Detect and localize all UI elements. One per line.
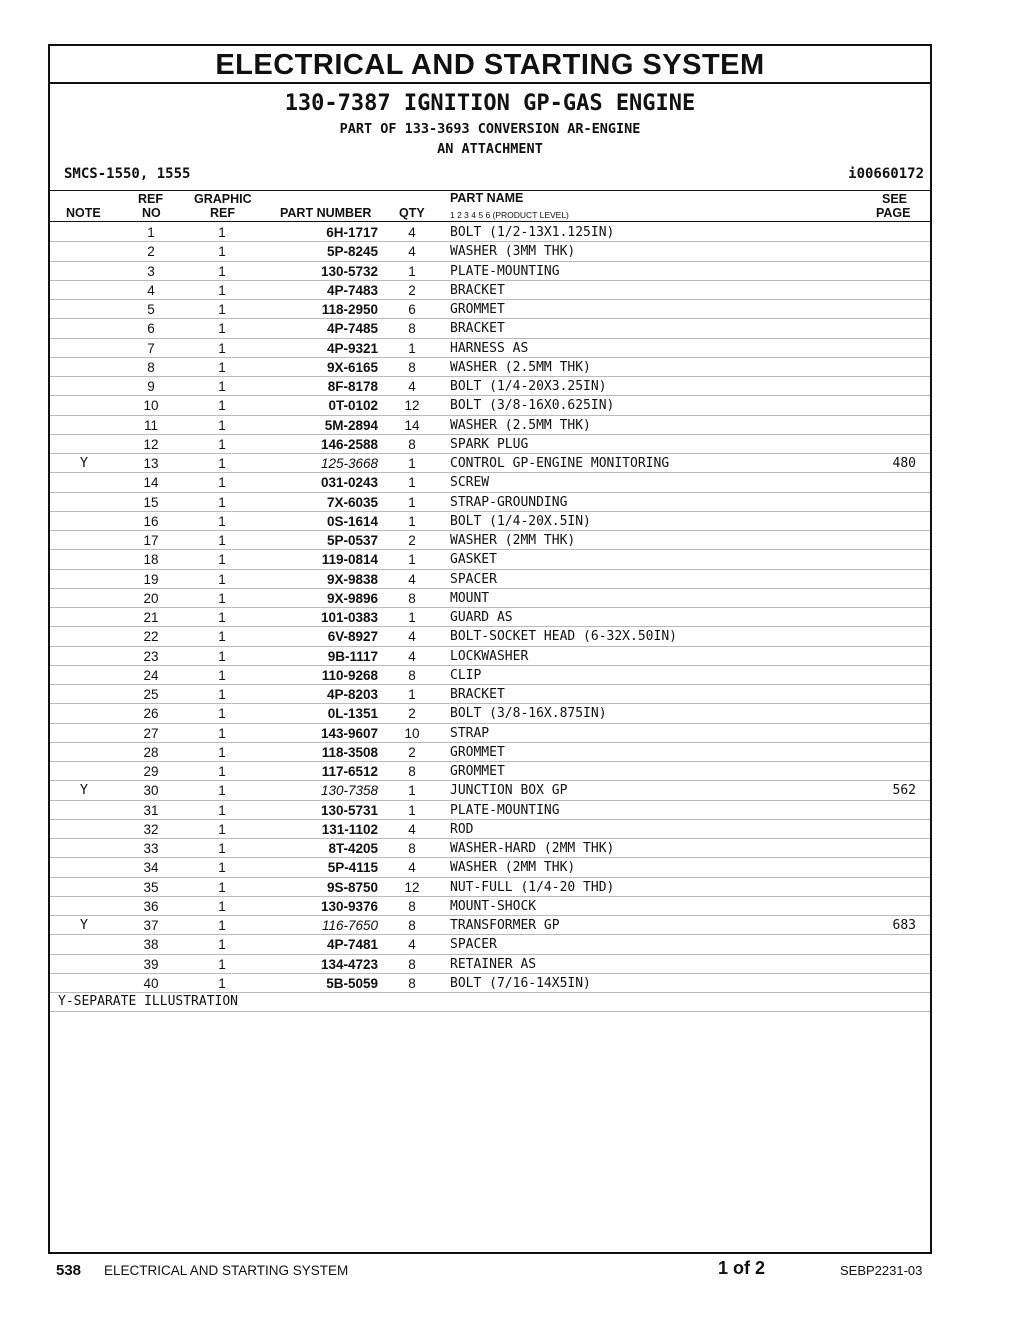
ref-no-cell: 22 — [143, 629, 159, 645]
table-row — [50, 223, 930, 242]
part-name-cell: BOLT (1/4-20X.5IN) — [450, 513, 591, 529]
part-name-cell: MOUNT-SHOCK — [450, 898, 537, 914]
header-see-bottom: PAGE — [876, 206, 911, 220]
graphic-ref-cell: 1 — [218, 610, 226, 625]
graphic-ref-cell: 1 — [218, 302, 226, 317]
part-number-cell: 5M-2894 — [324, 417, 378, 433]
header-ref-bottom: NO — [142, 206, 161, 220]
graphic-ref-cell: 1 — [218, 956, 226, 972]
qty-cell: 12 — [404, 398, 420, 414]
ref-no-cell: 10 — [143, 398, 159, 414]
part-name-cell: LOCKWASHER — [450, 648, 529, 664]
ref-no-cell: 33 — [143, 841, 159, 856]
qty-cell: 4 — [408, 937, 416, 953]
graphic-ref-cell: 1 — [218, 860, 226, 876]
part-number-cell: 7X-6035 — [326, 494, 378, 510]
table-row — [50, 762, 930, 781]
table-row — [50, 242, 930, 261]
part-number-cell: 130-7358 — [320, 783, 378, 799]
ref-no-cell: 3 — [147, 263, 155, 279]
part-number-cell: 0T-0102 — [328, 398, 378, 414]
table-header — [50, 190, 930, 222]
graphic-ref-cell: 1 — [218, 648, 226, 664]
part-name-cell: STRAP — [450, 725, 490, 741]
table-row — [50, 377, 930, 396]
table-row — [50, 454, 930, 473]
part-number-cell: 130-5731 — [320, 802, 378, 818]
graphic-ref-cell: 1 — [218, 629, 226, 645]
part-name-cell: PLATE-MOUNTING — [450, 263, 560, 279]
table-row — [50, 396, 930, 415]
part-name-cell: WASHER-HARD (2MM THK) — [450, 841, 615, 856]
graphic-ref-cell: 1 — [218, 821, 226, 837]
part-name-cell: WASHER (2MM THK) — [450, 533, 576, 548]
table-row — [50, 416, 930, 435]
part-name-cell: GUARD AS — [450, 610, 513, 625]
ref-no-cell: 32 — [143, 821, 159, 837]
qty-cell: 4 — [408, 629, 416, 645]
qty-cell: 8 — [408, 359, 416, 375]
part-number-cell: 031-0243 — [320, 475, 378, 491]
graphic-ref-cell: 1 — [218, 263, 226, 279]
qty-cell: 4 — [408, 571, 416, 587]
ref-no-cell: 1 — [147, 225, 155, 240]
ref-no-cell: 34 — [143, 860, 159, 876]
qty-cell: 8 — [408, 918, 416, 933]
qty-cell: 1 — [408, 610, 416, 625]
part-number-cell: 134-4723 — [320, 956, 378, 972]
part-name-cell: BRACKET — [450, 282, 505, 298]
table-row — [50, 435, 930, 454]
ref-no-cell: 15 — [143, 494, 159, 510]
ref-no-cell: 25 — [143, 687, 159, 702]
qty-cell: 4 — [408, 379, 416, 394]
qty-cell: 1 — [408, 340, 416, 356]
page-number: 538 — [56, 1262, 82, 1279]
note-cell: Y — [79, 455, 89, 471]
part-name-cell: SPACER — [450, 937, 497, 953]
table-row — [50, 300, 930, 319]
part-name-cell: GROMMET — [450, 302, 505, 317]
graphic-ref-cell: 1 — [218, 244, 226, 260]
qty-cell: 4 — [408, 244, 416, 260]
header-graphic-top: GRAPHIC — [194, 192, 252, 206]
part-number-cell: 4P-7483 — [326, 282, 378, 298]
table-row — [50, 820, 930, 839]
part-number-cell: 6V-8927 — [327, 629, 378, 645]
ref-no-cell: 5 — [147, 302, 155, 317]
table-footnote: Y-SEPARATE ILLUSTRATION — [50, 993, 930, 1012]
ref-no-cell: 16 — [143, 513, 159, 529]
qty-cell: 12 — [404, 879, 420, 895]
part-number-cell: 4P-9321 — [326, 340, 378, 356]
table-row — [50, 916, 930, 935]
qty-cell: 1 — [408, 783, 416, 799]
part-name-cell: ROD — [450, 821, 474, 837]
part-name-cell: TRANSFORMER GP — [450, 918, 560, 933]
ref-no-cell: 17 — [143, 533, 159, 548]
qty-cell: 8 — [408, 436, 416, 452]
part-number-cell: 4P-7481 — [326, 937, 378, 953]
graphic-ref-cell: 1 — [218, 571, 226, 587]
section-title: ELECTRICAL AND STARTING SYSTEM — [50, 46, 930, 84]
part-number-cell: 143-9607 — [320, 725, 378, 741]
graphic-ref-cell: 1 — [218, 225, 226, 240]
part-name-cell: BOLT (1/4-20X3.25IN) — [450, 379, 607, 394]
ref-no-cell: 39 — [143, 956, 159, 972]
header-part-number: PART NUMBER — [280, 206, 372, 220]
qty-cell: 8 — [408, 841, 416, 856]
part-number-cell: 5P-4115 — [327, 860, 378, 876]
part-name-cell: RETAINER AS — [450, 956, 537, 972]
part-number-cell: 0S-1614 — [326, 513, 378, 529]
part-number-cell: 9B-1117 — [327, 648, 378, 664]
smcs-codes: SMCS-1550, 1555 — [64, 166, 191, 182]
table-row — [50, 608, 930, 627]
ref-no-cell: 40 — [143, 975, 159, 991]
ref-no-cell: 29 — [143, 764, 159, 779]
part-number-cell: 0L-1351 — [327, 706, 378, 722]
graphic-ref-cell: 1 — [218, 937, 226, 953]
part-name-cell: BRACKET — [450, 321, 505, 337]
part-number-cell: 125-3668 — [320, 456, 378, 471]
part-name-cell: NUT-FULL (1/4-20 THD) — [450, 879, 615, 895]
ref-no-cell: 18 — [143, 552, 159, 568]
table-row — [50, 281, 930, 300]
ref-no-cell: 12 — [143, 436, 159, 452]
see-page-cell: 683 — [892, 918, 916, 933]
header-graphic-bottom: REF — [210, 206, 235, 220]
table-row — [50, 801, 930, 820]
part-name-cell: GROMMET — [450, 764, 505, 779]
qty-cell: 2 — [408, 706, 416, 722]
see-page-cell: 562 — [892, 783, 916, 799]
qty-cell: 14 — [404, 417, 420, 433]
table-row — [50, 974, 930, 993]
part-number-cell: 9X-9838 — [326, 571, 378, 587]
graphic-ref-cell: 1 — [218, 321, 226, 337]
part-name-cell: PLATE-MOUNTING — [450, 802, 560, 818]
qty-cell: 4 — [408, 821, 416, 837]
qty-cell: 8 — [408, 590, 416, 606]
table-row — [50, 493, 930, 512]
qty-cell: 8 — [408, 667, 416, 683]
part-number-cell: 130-5732 — [320, 263, 378, 279]
part-name-cell: BOLT (7/16-14X5IN) — [450, 975, 591, 991]
ref-no-cell: 28 — [143, 744, 159, 760]
table-row — [50, 839, 930, 858]
graphic-ref-cell: 1 — [218, 764, 226, 779]
qty-cell: 1 — [408, 494, 416, 510]
group-title: 130-7387 IGNITION GP-GAS ENGINE — [284, 91, 696, 116]
note-cell: Y — [79, 782, 89, 799]
ref-no-cell: 31 — [143, 802, 159, 818]
header-part-name: PART NAME — [450, 191, 524, 205]
ref-no-cell: 21 — [143, 610, 159, 625]
ref-no-cell: 20 — [143, 590, 159, 606]
part-name-cell: SPARK PLUG — [450, 436, 529, 452]
graphic-ref-cell: 1 — [218, 340, 226, 356]
part-of-line: PART OF 133-3693 CONVERSION AR-ENGINE — [339, 121, 641, 137]
table-row — [50, 531, 930, 550]
part-name-cell: WASHER (2.5MM THK) — [450, 359, 591, 375]
qty-cell: 2 — [408, 533, 416, 548]
ref-no-cell: 2 — [147, 244, 155, 260]
part-name-cell: GROMMET — [450, 744, 505, 760]
qty-cell: 4 — [408, 648, 416, 664]
part-number-cell: 130-9376 — [320, 898, 378, 914]
ref-no-cell: 26 — [143, 706, 159, 722]
part-name-cell: BOLT-SOCKET HEAD (6-32X.50IN) — [450, 629, 677, 645]
part-number-cell: 146-2588 — [320, 436, 378, 452]
qty-cell: 8 — [408, 956, 416, 972]
table-row — [50, 781, 930, 800]
graphic-ref-cell: 1 — [218, 667, 226, 683]
footer-section: ELECTRICAL AND STARTING SYSTEM — [104, 1263, 349, 1278]
graphic-ref-cell: 1 — [218, 975, 226, 991]
page-footer — [56, 1258, 936, 1288]
graphic-ref-cell: 1 — [218, 898, 226, 914]
ref-no-cell: 23 — [143, 648, 159, 664]
ref-no-cell: 19 — [143, 571, 159, 587]
part-name-cell: HARNESS AS — [450, 340, 529, 356]
part-number-cell: 5B-5059 — [326, 975, 378, 991]
qty-cell: 2 — [408, 744, 416, 760]
part-name-cell: JUNCTION BOX GP — [450, 783, 568, 799]
table-row — [50, 858, 930, 877]
parts-page-frame — [48, 44, 932, 1254]
page-of: 1 of 2 — [718, 1258, 766, 1278]
part-name-cell: WASHER (2.5MM THK) — [450, 417, 591, 433]
table-row — [50, 878, 930, 897]
graphic-ref-cell: 1 — [218, 475, 226, 491]
graphic-ref-cell: 1 — [218, 359, 226, 375]
part-name-cell: STRAP-GROUNDING — [450, 494, 568, 510]
header-qty: QTY — [399, 206, 425, 220]
qty-cell: 8 — [408, 321, 416, 337]
ref-no-cell: 14 — [143, 475, 159, 491]
attachment-line: AN ATTACHMENT — [437, 141, 543, 157]
ref-no-cell: 7 — [147, 340, 155, 356]
graphic-ref-cell: 1 — [218, 456, 226, 471]
part-number-cell: 131-1102 — [321, 821, 378, 837]
part-name-cell: CONTROL GP-ENGINE MONITORING — [450, 456, 670, 471]
part-number-cell: 119-0814 — [321, 552, 378, 568]
parts-table-body — [50, 223, 930, 1012]
ref-no-cell: 30 — [143, 783, 159, 799]
header-note: NOTE — [66, 206, 101, 220]
part-name-cell: BOLT (3/8-16X0.625IN) — [450, 398, 615, 414]
part-number-cell: 110-9268 — [321, 667, 378, 683]
ref-no-cell: 6 — [147, 321, 155, 337]
part-number-cell: 9S-8750 — [326, 879, 378, 895]
table-row — [50, 339, 930, 358]
part-number-cell: 4P-7485 — [326, 321, 378, 337]
ref-no-cell: 24 — [143, 667, 159, 683]
table-row — [50, 935, 930, 954]
graphic-ref-cell: 1 — [218, 687, 226, 702]
graphic-ref-cell: 1 — [218, 590, 226, 606]
qty-cell: 8 — [408, 764, 416, 779]
graphic-ref-cell: 1 — [218, 398, 226, 414]
graphic-ref-cell: 1 — [218, 552, 226, 568]
qty-cell: 1 — [408, 456, 416, 471]
table-row — [50, 262, 930, 281]
graphic-ref-cell: 1 — [218, 783, 226, 799]
ref-no-cell: 35 — [143, 879, 159, 895]
qty-cell: 10 — [404, 725, 420, 741]
part-number-cell: 8F-8178 — [327, 379, 378, 394]
part-number-cell: 6H-1717 — [326, 225, 378, 240]
qty-cell: 2 — [408, 282, 416, 298]
part-name-cell: MOUNT — [450, 590, 490, 606]
table-row — [50, 570, 930, 589]
graphic-ref-cell: 1 — [218, 744, 226, 760]
part-number-cell: 118-2950 — [321, 302, 378, 317]
graphic-ref-cell: 1 — [218, 918, 226, 933]
note-cell: Y — [79, 917, 89, 933]
part-number-cell: 9X-6165 — [326, 359, 378, 375]
part-number-cell: 116-7650 — [321, 918, 378, 933]
graphic-ref-cell: 1 — [218, 513, 226, 529]
graphic-ref-cell: 1 — [218, 417, 226, 433]
qty-cell: 4 — [408, 225, 416, 240]
graphic-ref-cell: 1 — [218, 802, 226, 818]
part-name-cell: GASKET — [450, 552, 497, 568]
graphic-ref-cell: 1 — [218, 436, 226, 452]
graphic-ref-cell: 1 — [218, 282, 226, 298]
header-product-level: 1 2 3 4 5 6 (PRODUCT LEVEL) — [450, 210, 569, 220]
table-row — [50, 627, 930, 646]
part-name-cell: BOLT (3/8-16X.875IN) — [450, 706, 607, 722]
table-row — [50, 647, 930, 666]
table-row — [50, 473, 930, 492]
table-row — [50, 955, 930, 974]
part-number-cell: 5P-0537 — [326, 533, 378, 548]
qty-cell: 8 — [408, 898, 416, 914]
table-row — [50, 724, 930, 743]
qty-cell: 1 — [408, 475, 416, 491]
part-name-cell: WASHER (3MM THK) — [450, 244, 576, 260]
table-row — [50, 550, 930, 569]
table-row — [50, 319, 930, 338]
qty-cell: 1 — [408, 263, 416, 279]
see-page-cell: 480 — [892, 456, 916, 471]
qty-cell: 4 — [408, 860, 416, 876]
ref-no-cell: 13 — [143, 456, 159, 471]
qty-cell: 1 — [408, 513, 416, 529]
part-name-cell: WASHER (2MM THK) — [450, 860, 576, 876]
part-number-cell: 118-3508 — [321, 744, 378, 760]
graphic-ref-cell: 1 — [218, 379, 226, 394]
graphic-ref-cell: 1 — [218, 879, 226, 895]
part-name-cell: SPACER — [450, 571, 497, 587]
part-number-cell: 5P-8245 — [326, 244, 378, 260]
table-row — [50, 512, 930, 531]
ref-no-cell: 8 — [147, 359, 155, 375]
ref-no-cell: 36 — [143, 898, 159, 914]
table-row — [50, 685, 930, 704]
ref-no-cell: 4 — [147, 282, 155, 298]
ref-no-cell: 9 — [147, 379, 155, 394]
graphic-ref-cell: 1 — [218, 725, 226, 741]
ref-no-cell: 27 — [143, 725, 159, 741]
table-row — [50, 666, 930, 685]
graphic-ref-cell: 1 — [218, 706, 226, 722]
qty-cell: 6 — [408, 302, 416, 317]
graphic-ref-cell: 1 — [218, 533, 226, 548]
header-ref-top: REF — [138, 192, 163, 206]
ref-no-cell: 11 — [143, 417, 158, 433]
header-see-top: SEE — [882, 192, 908, 206]
ref-no-cell: 37 — [143, 918, 159, 933]
qty-cell: 1 — [408, 802, 416, 818]
table-row — [50, 743, 930, 762]
illustration-id: i00660172 — [848, 166, 924, 182]
table-row — [50, 358, 930, 377]
table-row — [50, 704, 930, 723]
part-name-cell: BRACKET — [450, 687, 505, 702]
qty-cell: 1 — [408, 687, 416, 702]
qty-cell: 8 — [408, 975, 416, 991]
part-number-cell: 8T-4205 — [328, 841, 378, 856]
part-name-cell: BOLT (1/2-13X1.125IN) — [450, 225, 615, 240]
table-row — [50, 589, 930, 608]
part-name-cell: SCREW — [450, 475, 490, 491]
part-number-cell: 117-6512 — [321, 764, 378, 779]
graphic-ref-cell: 1 — [218, 494, 226, 510]
graphic-ref-cell: 1 — [218, 841, 226, 856]
part-number-cell: 4P-8203 — [326, 687, 378, 702]
document-id: SEBP2231-03 — [840, 1263, 923, 1278]
part-number-cell: 101-0383 — [320, 610, 378, 625]
ref-no-cell: 38 — [143, 937, 159, 953]
part-name-cell: CLIP — [450, 667, 482, 683]
qty-cell: 1 — [408, 552, 416, 568]
table-row — [50, 897, 930, 916]
part-number-cell: 9X-9896 — [326, 590, 378, 606]
